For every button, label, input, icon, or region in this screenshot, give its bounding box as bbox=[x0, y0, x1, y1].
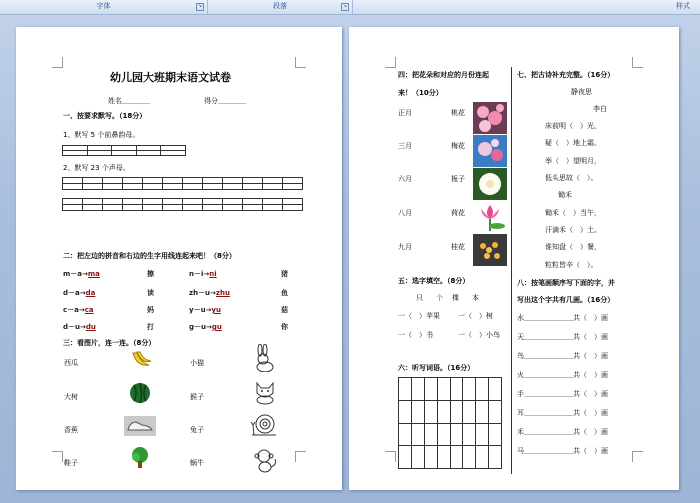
grid-divider bbox=[62, 150, 186, 151]
crop-mark bbox=[385, 451, 396, 462]
flower-gardenia: 栀子 bbox=[451, 175, 465, 183]
crop-mark bbox=[295, 57, 306, 68]
stroke-row-huo[interactable]: 火＿＿＿＿＿＿＿共（ ）画 bbox=[517, 371, 608, 379]
section4-heading-line2: 来！（10分） bbox=[398, 89, 443, 97]
section1-heading: 一、按要求默写。（18分） bbox=[63, 112, 147, 120]
stroke-row-shui[interactable]: 水＿＿＿＿＿＿＿共（ ）画 bbox=[517, 314, 608, 322]
word-shoe: 鞋子 bbox=[64, 459, 78, 467]
crop-mark bbox=[385, 57, 396, 68]
pinyin-left: d－a→da bbox=[63, 289, 96, 297]
poem1-line[interactable]: 疑（ ）地上霜。 bbox=[545, 139, 601, 147]
column-divider bbox=[511, 67, 512, 474]
flower-peach: 桃花 bbox=[451, 109, 465, 117]
month-8: 八月 bbox=[398, 209, 412, 217]
poem2-line[interactable]: 汗滴禾（ ）土。 bbox=[545, 226, 601, 234]
pinyin-left: d－u→du bbox=[63, 323, 96, 331]
ribbon-group-font[interactable] bbox=[0, 0, 208, 14]
poem1-line[interactable]: 床前明（ ）光， bbox=[545, 122, 601, 130]
section1-question1: 1、默写 5 个前鼻韵母。 bbox=[63, 131, 140, 139]
section5-heading: 五：选字填空。（8分） bbox=[398, 277, 470, 285]
fill-book[interactable]: 一（ ）书 bbox=[398, 331, 433, 339]
pinyin-mid: n－i→ni bbox=[189, 270, 217, 278]
stroke-row-er[interactable]: 耳＿＿＿＿＿＿＿共（ ）画 bbox=[517, 409, 608, 417]
char-a: 妈 bbox=[147, 306, 154, 314]
poem1-line[interactable]: 低头思故（ ）。 bbox=[545, 174, 598, 182]
ribbon-bar bbox=[0, 0, 700, 15]
crop-mark bbox=[52, 451, 63, 462]
grid-divider bbox=[62, 183, 303, 184]
month-1: 正月 bbox=[398, 109, 412, 117]
word-monkey: 猴子 bbox=[190, 393, 204, 401]
osmanthus-picture bbox=[473, 234, 507, 266]
crop-mark bbox=[52, 57, 63, 68]
ribbon-group-paragraph-label: 段落 bbox=[273, 2, 287, 10]
stroke-row-niao[interactable]: 鸟＿＿＿＿＿＿＿共（ ）画 bbox=[517, 352, 608, 360]
exam-title: 幼儿园大班期末语文试卷 bbox=[110, 71, 231, 84]
choice-ke: 棵 bbox=[452, 294, 459, 302]
crop-mark bbox=[632, 57, 643, 68]
word-snail: 蜗牛 bbox=[190, 459, 204, 467]
score-field[interactable]: 得分＿＿＿＿ bbox=[204, 97, 246, 105]
ribbon-group-paragraph[interactable] bbox=[208, 0, 353, 14]
poem2-title: 锄禾 bbox=[558, 191, 572, 199]
choice-zhi: 只 bbox=[416, 294, 423, 302]
char-b: 鱼 bbox=[281, 289, 288, 297]
poem1-title: 静夜思 bbox=[571, 88, 592, 96]
tree-picture bbox=[129, 447, 151, 469]
poem1-line[interactable]: 举（ ）望明月， bbox=[545, 157, 601, 165]
crop-mark bbox=[632, 451, 643, 462]
cat-picture bbox=[253, 379, 277, 405]
stroke-row-shou[interactable]: 手＿＿＿＿＿＿＿共（ ）画 bbox=[517, 390, 608, 398]
poem2-line[interactable]: 锄禾（ ）当午， bbox=[545, 209, 601, 217]
stroke-row-ma[interactable]: 马＿＿＿＿＿＿＿共（ ）画 bbox=[517, 447, 608, 455]
grid-divider bbox=[62, 204, 303, 205]
char-a: 打 bbox=[147, 323, 154, 331]
word-cat: 小猫 bbox=[190, 359, 204, 367]
word-rabbit: 兔子 bbox=[190, 426, 204, 434]
pinyin-answer: gu bbox=[211, 323, 222, 331]
section1-question2: 2、默写 23 个声母。 bbox=[63, 164, 130, 172]
dictation-grid[interactable] bbox=[398, 377, 502, 469]
fill-tree[interactable]: 一（ ）树 bbox=[458, 312, 493, 320]
char-b: 你 bbox=[281, 323, 288, 331]
pinyin-answer: zhu bbox=[215, 289, 230, 297]
flower-lotus: 荷花 bbox=[451, 209, 465, 217]
choice-ge: 个 bbox=[436, 294, 443, 302]
ribbon-group-styles-label: 样式 bbox=[676, 2, 690, 10]
choice-ben: 本 bbox=[472, 294, 479, 302]
watermelon-picture bbox=[129, 382, 151, 404]
rabbit-picture bbox=[252, 344, 276, 372]
word-tree: 大树 bbox=[64, 393, 78, 401]
section4-heading-line1: 四：把花朵和对应的月份连起 bbox=[398, 71, 489, 79]
fill-bird[interactable]: 一（ ）小鸟 bbox=[458, 331, 500, 339]
pinyin-mid: zh－u→zhu bbox=[189, 289, 230, 297]
ribbon-group-font-label: 字体 bbox=[96, 2, 111, 10]
pinyin-mid: y－u→yu bbox=[189, 306, 221, 314]
stroke-row-he[interactable]: 禾＿＿＿＿＿＿＿共（ ）画 bbox=[517, 428, 608, 436]
pinyin-answer: du bbox=[85, 323, 96, 331]
char-b: 猪 bbox=[281, 270, 288, 278]
fill-apple[interactable]: 一（ ）苹果 bbox=[398, 312, 440, 320]
pinyin-left: m－a→ma bbox=[63, 270, 100, 278]
section8-heading-line2: 写出这个字共有几画。（16分） bbox=[517, 296, 615, 304]
banana-picture bbox=[129, 349, 153, 371]
section7-heading: 七、把古诗补充完整。（16分） bbox=[517, 71, 615, 79]
poem2-line[interactable]: 粒粒皆辛（ ）。 bbox=[545, 261, 598, 269]
pinyin-answer: yu bbox=[211, 306, 221, 314]
section3-heading: 三：看图片，连一连。（8分） bbox=[63, 339, 156, 347]
pinyin-left: c－a→ca bbox=[63, 306, 94, 314]
ribbon-group-styles[interactable] bbox=[353, 0, 700, 14]
pinyin-mid: g－u→gu bbox=[189, 323, 222, 331]
poem2-line[interactable]: 谁知盘（ ）餐， bbox=[545, 243, 601, 251]
char-a: 读 bbox=[147, 289, 154, 297]
section8-heading-line1: 八：按笔画顺序写下面的字，并 bbox=[517, 279, 615, 287]
pinyin-answer: da bbox=[85, 289, 96, 297]
flower-osmanthus: 桂花 bbox=[451, 243, 465, 251]
gardenia-picture bbox=[473, 168, 507, 200]
pinyin-answer: ma bbox=[87, 270, 100, 278]
monkey-picture bbox=[252, 447, 278, 473]
paragraph-dialog-launcher-icon[interactable]: ↘ bbox=[342, 3, 348, 9]
month-9: 九月 bbox=[398, 243, 412, 251]
char-a: 擦 bbox=[147, 270, 154, 278]
stroke-row-tian[interactable]: 天＿＿＿＿＿＿＿共（ ）画 bbox=[517, 333, 608, 341]
poem1-author: 李白 bbox=[593, 105, 607, 113]
name-field[interactable]: 姓名＿＿＿＿ bbox=[108, 97, 150, 105]
word-watermelon: 西瓜 bbox=[64, 359, 78, 367]
lotus-picture bbox=[473, 201, 507, 233]
crop-mark bbox=[295, 451, 306, 462]
pinyin-answer: ni bbox=[209, 270, 217, 278]
shoe-picture bbox=[124, 416, 156, 436]
document-page-1[interactable] bbox=[16, 27, 342, 490]
document-page-2[interactable] bbox=[349, 27, 679, 490]
snail-picture bbox=[250, 413, 278, 439]
month-3: 三月 bbox=[398, 142, 412, 150]
section6-heading: 六：听写词语。（16分） bbox=[398, 364, 475, 372]
plum-blossom-picture bbox=[473, 135, 507, 167]
char-b: 菇 bbox=[281, 306, 288, 314]
section2-heading: 二：把左边的拼音和右边的生字用线连起来吧！（8分） bbox=[63, 252, 236, 260]
pinyin-answer: ca bbox=[84, 306, 94, 314]
word-banana: 香蕉 bbox=[64, 426, 78, 434]
font-dialog-launcher-icon[interactable]: ↘ bbox=[197, 3, 203, 9]
month-6: 六月 bbox=[398, 175, 412, 183]
peach-blossom-picture bbox=[473, 102, 507, 134]
flower-plum: 梅花 bbox=[451, 142, 465, 150]
